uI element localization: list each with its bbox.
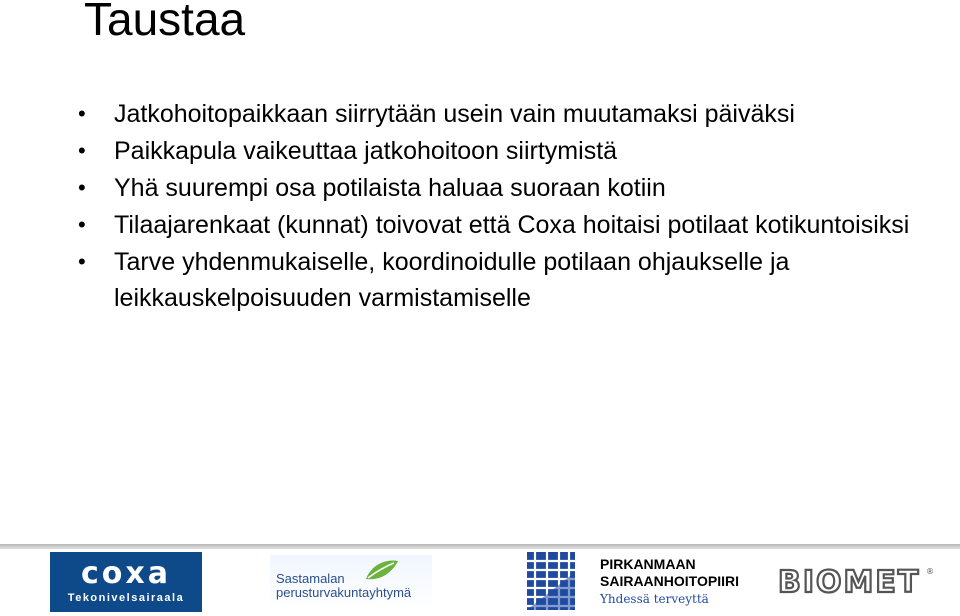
biomet-wordmark-icon (776, 562, 936, 600)
bullet-text: Jatkohoitopaikkaan siirrytään usein vain muutamaksi päiväksi (114, 100, 795, 128)
bullet-text: Tilaajarenkaat (kunnat) toivovat että Coxa hoitaisi potilaat kotikuntoisiksi (114, 211, 910, 239)
bullet-item (78, 170, 938, 206)
bullet-dot-icon: • (78, 175, 86, 200)
svg-text:BIOMET: BIOMET (778, 565, 921, 600)
sastamala-logo-line1: Sastamalan (276, 571, 345, 586)
bullet-list (78, 96, 938, 317)
pshp-logo-tagline: Yhdessä terveyttä (600, 592, 709, 606)
bullet-text: Tarve yhdenmukaiselle, koordinoidulle potilaan ohjaukselle ja leikkauskelpoisuuden varmistamiselle (114, 248, 790, 312)
pshp-logo-line2: SAIRAANHOITOPIIRI (600, 573, 739, 589)
biomet-logo (776, 562, 936, 600)
coxa-logo-word: coxa (81, 556, 171, 591)
footer-divider (0, 544, 960, 549)
bullet-dot-icon: • (78, 101, 86, 126)
bullet-text: Yhä suurempi osa potilaista haluaa suoraan kotiin (114, 174, 666, 202)
coxa-logo (50, 552, 202, 612)
bullet-item (78, 244, 938, 316)
bullet-dot-icon: • (78, 249, 86, 274)
bullet-text: Paikkapula vaikeuttaa jatkohoitoon siirtymistä (114, 137, 618, 165)
sastamala-logo (270, 555, 432, 609)
bullet-item (78, 207, 938, 243)
slide-title: Taustaa (84, 0, 246, 45)
bullet-dot-icon: • (78, 138, 86, 163)
pshp-logo-text (600, 556, 750, 606)
pshp-mark-icon (527, 552, 575, 610)
leaf-icon (362, 557, 402, 583)
bullet-dot-icon: • (78, 212, 86, 237)
coxa-logo-subtitle: Tekonivelsairaala (67, 592, 185, 604)
bullet-item (78, 133, 938, 169)
bullet-item (78, 96, 938, 132)
pshp-logo-line1: PIRKANMAAN (600, 556, 696, 572)
sastamala-logo-line2: perusturvakuntayhtymä (276, 585, 412, 600)
svg-text:®: ® (926, 567, 934, 576)
